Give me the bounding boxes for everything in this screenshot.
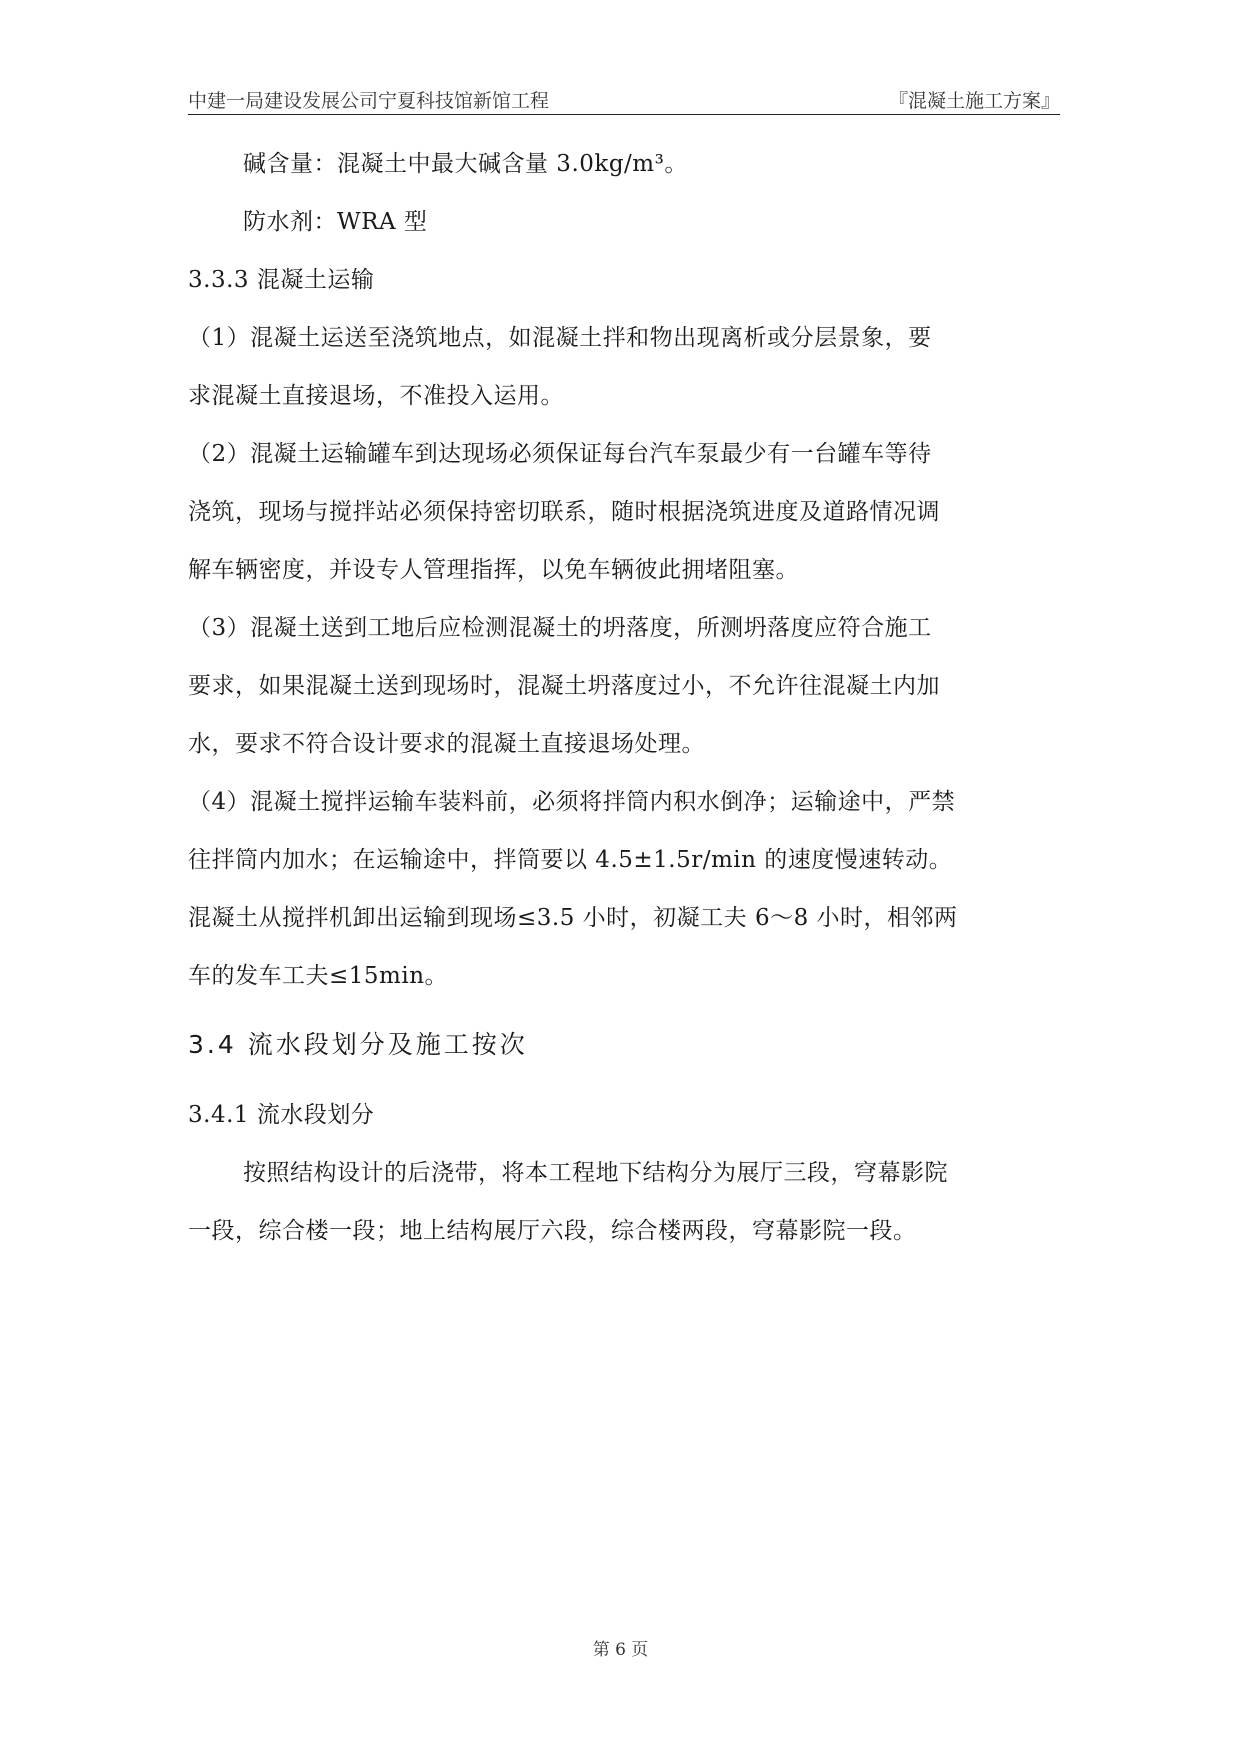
header-document-title: 『混凝土施工方案』: [888, 90, 1060, 112]
paragraph-line: （1）混凝土运送至浇筑地点，如混凝土拌和物出现离析或分层景象，要: [188, 325, 932, 351]
paragraph-line: （2）混凝土运输罐车到达现场必须保证每台汽车泵最少有一台罐车等待: [188, 441, 932, 467]
paragraph-waterproofing-agent: 防水剂：WRA 型: [243, 209, 428, 235]
section-heading-3-4: 3.4 流水段划分及施工按次: [188, 1030, 528, 1059]
paragraph-line: 要求，如果混凝土送到现场时，混凝土坍落度过小，不允许往混凝土内加: [188, 673, 940, 699]
page-header: [188, 86, 1060, 116]
paragraph-line: （3）混凝土送到工地后应检测混凝土的坍落度，所测坍落度应符合施工: [188, 615, 932, 641]
paragraph-line: 求混凝土直接退场，不准投入运用。: [188, 383, 564, 409]
paragraph-line: 车的发车工夫≤15min。: [188, 963, 449, 989]
paragraph-line: 往拌筒内加水；在运输途中，拌筒要以 4.5±1.5r/min 的速度慢速转动。: [188, 847, 953, 873]
section-heading-3-4-1: 3.4.1 流水段划分: [188, 1102, 375, 1128]
header-divider: [188, 114, 1060, 115]
paragraph-line: 混凝土从搅拌机卸出运输到现场≤3.5 小时，初凝工夫 6～8 小时，相邻两: [188, 905, 958, 931]
paragraph-line: 一段，综合楼一段；地上结构展厅六段，综合楼两段，穹幕影院一段。: [188, 1218, 917, 1244]
paragraph-line: 水，要求不符合设计要求的混凝土直接退场处理。: [188, 731, 705, 757]
paragraph-alkali-content: 碱含量：混凝土中最大碱含量 3.0kg/m³。: [243, 151, 688, 177]
paragraph-line: 按照结构设计的后浇带，将本工程地下结构分为展厅三段，穹幕影院: [243, 1160, 948, 1186]
paragraph-line: 解车辆密度，并设专人管理指挥，以免车辆彼此拥堵阻塞。: [188, 557, 799, 583]
page-number: 第 6 页: [592, 1640, 649, 1660]
header-project-title: 中建一局建设发展公司宁夏科技馆新馆工程: [188, 90, 550, 112]
paragraph-line: 浇筑，现场与搅拌站必须保持密切联系，随时根据浇筑进度及道路情况调: [188, 499, 940, 525]
paragraph-line: （4）混凝土搅拌运输车装料前，必须将拌筒内积水倒净；运输途中，严禁: [188, 789, 956, 815]
section-heading-3-3-3: 3.3.3 混凝土运输: [188, 267, 375, 293]
